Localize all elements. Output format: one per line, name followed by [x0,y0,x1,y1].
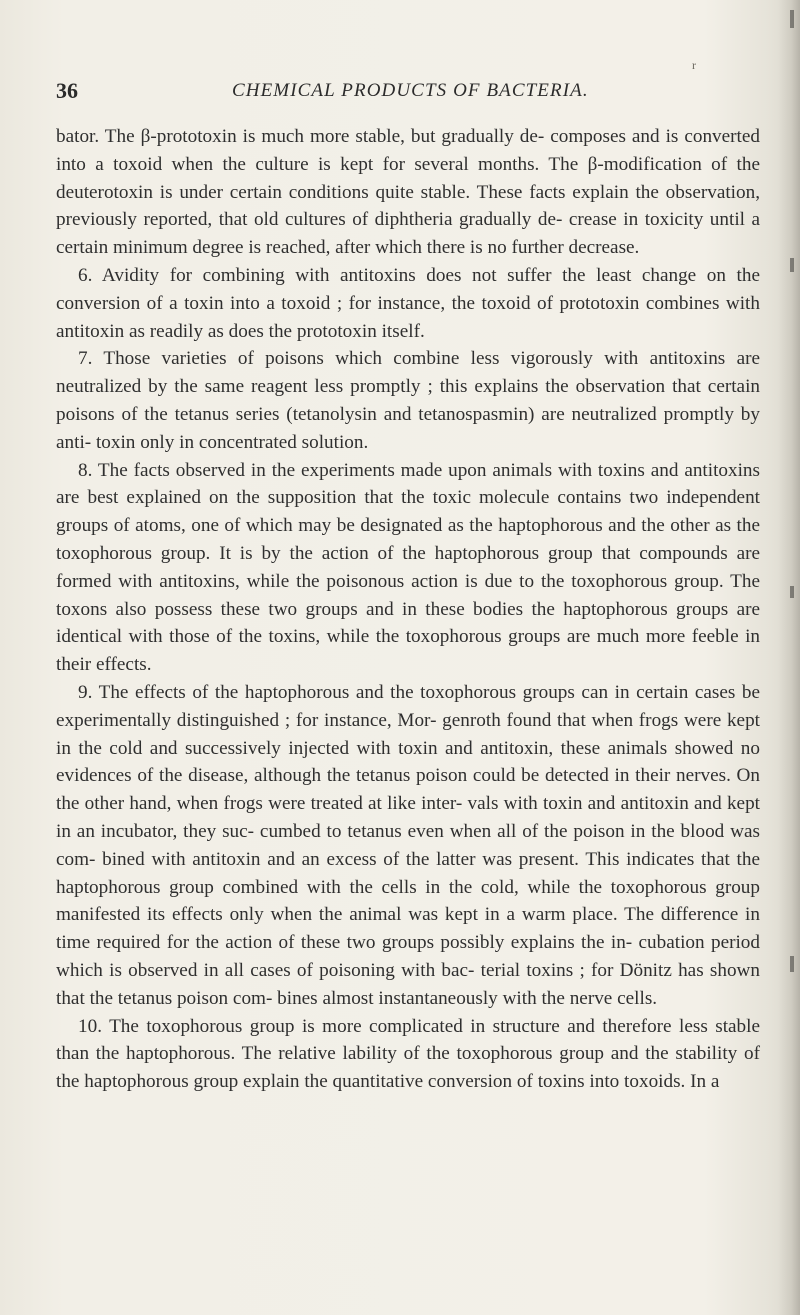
page-edge-mark [790,258,794,272]
page-edge-mark [790,10,794,28]
paragraph-continuation: bator. The β-prototoxin is much more stable, but gradually de- composes and is converted into a toxoid when the culture is kept for several months. The β-modification of the deuterotoxin is under certain conditions quite stable. These facts explain the observation, previously reported, that old cultures of diphtheria gradually de- crease in toxicity until a certain minimum degree is reached, after which there is no further decrease. [56,126,760,259]
page-edge-mark [790,956,794,972]
page-number: 36 [56,78,78,103]
paragraph-item-7: 7. Those varieties of poisons which combine less vigorously with antitoxins are neutralized by the same reagent less promptly ; this explains the observation that certain poisons of the tetanus series (tetanolysin and tetanospasmin) are neutralized promptly by anti- toxin only in concentrated solution. [56,348,760,453]
page-edge-shadow [778,0,800,1315]
page-header [56,78,746,110]
corner-mark: r [692,58,696,72]
body-text [56,123,760,1096]
paragraph-item-9: 9. The effects of the haptophorous and the toxophorous groups can in certain cases be experimentally distinguished ; for instance, Mor- genroth found that when frogs were kept in the cold and successively injected with toxin and antitoxin, these animals showed no evidences of the disease, although the tetanus poison could be detected in their nerves. On the other hand, when frogs were treated at like inter- vals with toxin and antitoxin and kept in an incubator, they suc- cumbed to tetanus even when all of the poison in the blood was com- bined with antitoxin and an excess of the latter was present. This indicates that the haptophorous group combined with the cells in the cold, while the toxophorous group manifested its effects only when the animal was kept in a warm place. The difference in time required for the action of these two groups possibly explains the in- cubation period which is observed in all cases of poisoning with bac- terial toxins ; for Dönitz has shown that the tetanus poison com- bines almost instantaneously with the nerve cells. [56,681,760,1009]
page-edge-mark [790,586,794,598]
running-title: CHEMICAL PRODUCTS OF BACTERIA. [232,80,589,101]
paragraph-item-10: 10. The toxophorous group is more complicated in structure and therefore less stable than the haptophorous. The relative lability of the toxophorous group and the stability of the haptophorous group explain the quantitative conversion of toxins into toxoids. In a [56,1015,760,1093]
paragraph-item-8: 8. The facts observed in the experiments made upon animals with toxins and antitoxins are best explained on the supposition that the toxic molecule contains two independent groups of atoms, one of which may be designated as the haptophorous and the other as the toxophorous group. It is by the action of the haptophorous group that compounds are formed with antitoxins, while the poisonous action is due to the toxophorous group. The toxons also possess these two groups and in these bodies the haptophorous groups are identical with those of the toxins, while the toxophorous groups are much more feeble in their effects. [56,459,760,676]
paragraph-item-6: 6. Avidity for combining with antitoxins does not suffer the least change on the conversion of a toxin into a toxoid ; for instance, the toxoid of prototoxin combines with antitoxin as readily as does the prototoxin itself. [56,264,760,342]
